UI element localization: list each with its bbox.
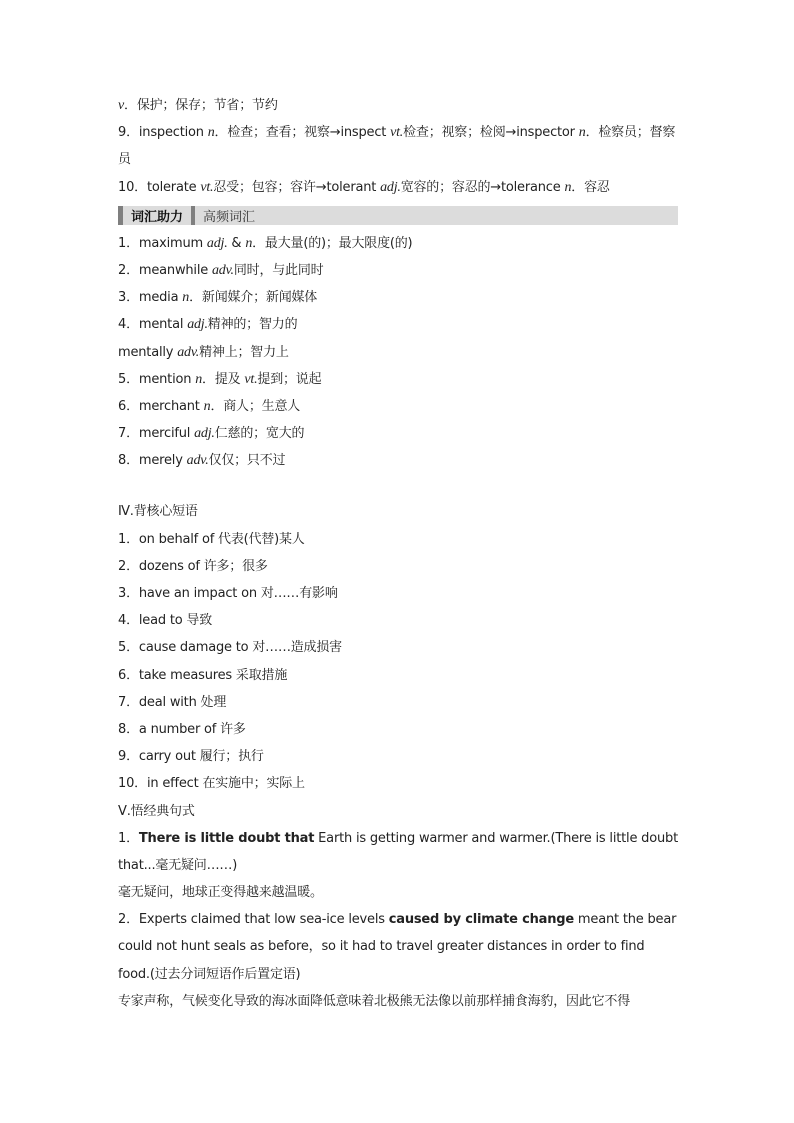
phrase-item: 1．on behalf of 代表(代替)某人	[118, 531, 305, 547]
phrase-item: 10．in effect 在实施中；实际上	[118, 776, 305, 792]
vocab-line-v-definition: v．保护；保存；节省；节约	[118, 98, 278, 113]
section-banner-vocab	[118, 206, 678, 225]
phrases-heading: Ⅳ.背核心短语	[118, 504, 198, 520]
vocab-item: mentally adv.精神上；智力上	[118, 344, 289, 360]
phrase-item: 8．a number of 许多	[118, 721, 246, 737]
sentence-2-translation: 专家声称，气候变化导致的海冰面降低意味着北极熊无法像以前那样捕食海豹，因此它不得	[118, 993, 631, 1009]
vocab-item: 5．mention n．提及 vt.提到；说起	[118, 371, 322, 387]
vocab-item: 3．media n．新闻媒介；新闻媒体	[118, 290, 318, 306]
phrase-item: 7．deal with 处理	[118, 694, 227, 710]
phrase-item: 9．carry out 履行；执行	[118, 749, 264, 765]
banner-title: 词汇助力	[131, 209, 184, 225]
sentences-heading: Ⅴ.悟经典句式	[118, 803, 195, 819]
phrase-item: 2．dozens of 许多；很多	[118, 558, 268, 574]
sentence-1-translation: 毫无疑问，地球正变得越来越温暖。	[118, 885, 323, 901]
vocab-item: 2．meanwhile adv.同时，与此同时	[118, 262, 324, 278]
phrase-item: 6．take measures 采取措施	[118, 667, 288, 683]
spacer	[118, 474, 678, 498]
banner-separator	[191, 206, 195, 225]
vocab-item: 6．merchant n．商人；生意人	[118, 398, 301, 414]
vocab-item: 1．maximum adj. & n．最大量(的)；最大限度(的)	[118, 235, 413, 251]
document-page	[118, 92, 678, 1015]
vocab-item: 4．mental adj.精神的；智力的	[118, 317, 298, 333]
phrase-item: 4．lead to 导致	[118, 613, 213, 629]
sentence-2: 2．Experts claimed that low sea-ice levels caused by climate change meant the bear could not hunt seals as before，so it had to travel greater distances in order to find food.(过去分词短语作后置定语)	[118, 912, 677, 982]
vocab-line-inspection: 9．inspection n．检查；查看；视察→inspect vt.检查；视察；检阅→inspector n．检察员；督察员	[118, 125, 676, 168]
sentence-1: 1．There is little doubt that Earth is getting warmer and warmer.(There is little doubt that...毫无疑问……)	[118, 830, 678, 873]
banner-subtitle: 高频词汇	[203, 209, 256, 225]
vocab-item: 8．merely adv.仅仅；只不过	[118, 453, 286, 469]
phrase-item: 3．have an impact on 对……有影响	[118, 586, 338, 602]
vocab-item: 7．merciful adj.仁慈的；宽大的	[118, 426, 305, 442]
phrase-item: 5．cause damage to 对……造成损害	[118, 640, 342, 656]
vocab-line-tolerate: 10．tolerate vt.忍受；包容；容许→tolerant adj.宽容的；容忍的→tolerance n．容忍	[118, 179, 610, 195]
